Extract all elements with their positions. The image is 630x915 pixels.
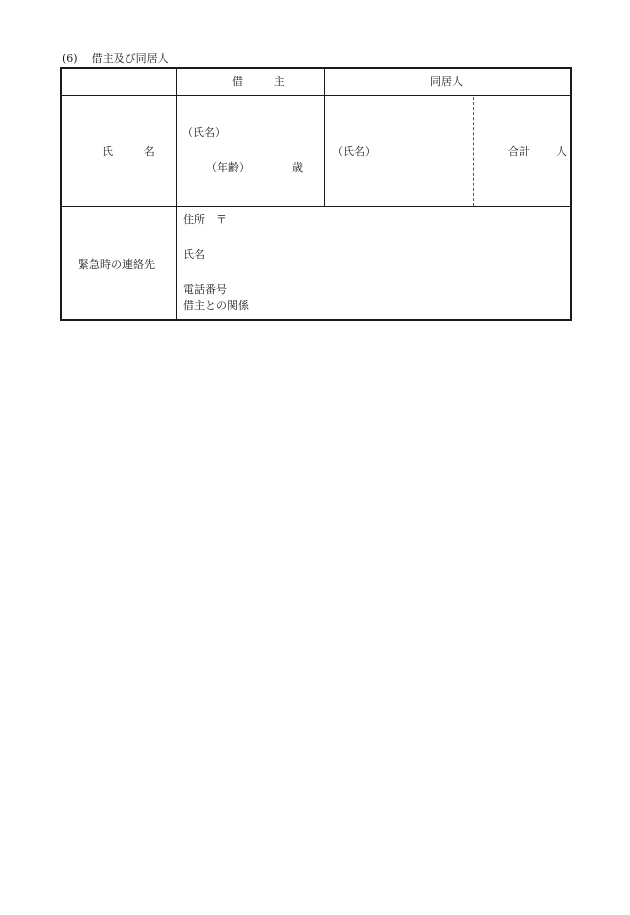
contact-name-label: 氏名 <box>183 248 205 261</box>
header-row-divider <box>62 95 570 96</box>
cohabitant-column-header: 同居人 <box>430 75 463 88</box>
borrower-cohabitant-form-table <box>60 67 572 321</box>
cohabitant-name-prompt: （氏名） <box>332 145 376 158</box>
section-number: (6) <box>62 52 78 65</box>
label-column-divider <box>176 69 177 319</box>
total-unit: 人 <box>556 145 567 158</box>
emergency-contact-label: 緊急時の連絡先 <box>78 258 155 271</box>
borrower-name-prompt: （氏名） <box>182 126 226 139</box>
borrower-column-divider <box>324 69 325 206</box>
phone-number-label: 電話番号 <box>183 283 227 296</box>
cohabitant-total-dashed-divider <box>473 97 474 206</box>
borrower-age-prompt: （年齢） <box>206 161 250 174</box>
section-heading <box>62 52 169 66</box>
borrower-column-header: 借 主 <box>232 75 295 88</box>
name-row-label: 氏 名 <box>102 145 165 158</box>
relationship-label: 借主との関係 <box>183 299 249 312</box>
age-unit: 歳 <box>292 161 303 174</box>
name-row-divider <box>62 206 570 207</box>
section-title-text: 借主及び同居人 <box>91 52 169 65</box>
address-label: 住所 〒 <box>183 213 227 226</box>
total-label: 合計 <box>508 145 530 158</box>
